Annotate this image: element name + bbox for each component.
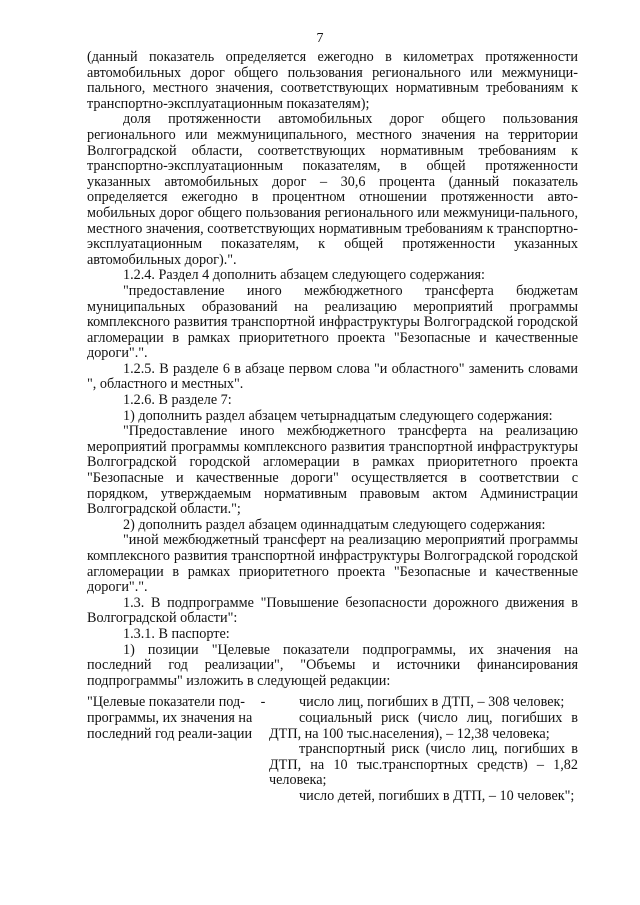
paragraph-item-2: 2) дополнить раздел абзацем одиннадцатым следующего содержания:	[123, 516, 546, 533]
paragraph-item-1: 1) дополнить раздел абзацем четырнадцатым следующего содержания:	[123, 407, 553, 424]
table-left-cell: "Целевые показатели под-программы, их значения на последний год реали-зации	[87, 694, 253, 742]
paragraph-1-2-5: 1.2.5. В разделе 6 в абзаце первом слова "и областного" заменить словами ", областного и местных".	[87, 360, 578, 393]
paragraph-positions: 1) позиции "Целевые показатели подпрограммы, их значения на последний год реализации", "Объемы и источники финансирования подпрограммы" изложить в следующей редакции:	[87, 641, 578, 689]
indicator-deaths: число лиц, погибших в ДТП, – 308 человек;	[299, 694, 565, 711]
paragraph-1-2-4: 1.2.4. Раздел 4 дополнить абзацем следующего содержания:	[123, 267, 485, 284]
page-number: 7	[316, 31, 324, 46]
paragraph-quote-transfer: "предоставление иного межбюджетного трансферта бюджетам муниципальных образований на реализацию мероприятий программы комплексного развития транспортной инфраструктуры Волгоградской городской агломерации в рамках приоритетного проекта "Безопасные и качественные дороги".".	[87, 282, 578, 362]
passport-table	[87, 695, 578, 805]
paragraph-road-share: доля протяженности автомобильных дорог общего пользования регионального или межмуниципального, местного значения на территории Волгоградской области, соответствующих нормативным требованиям к транспортно-эксплуатационным показателям, в общей протяженности указанных автомобильных дорог – 30,6 процента (данный показатель определяется ежегодно в процентном отношении протяженности авто-мобильных дорог общего пользования регионального или межмуници-пального, местного значения, соответствующих нормативным требованиям к транспортно-эксплуатационным показателям, к общей протяженности указанных автомобильных дорог).".	[87, 111, 578, 268]
paragraph-indicator-note: (данный показатель определяется ежегодно в километрах протяженности автомобильных дорог общего пользования регионального или межмуници-пального, местного значения, соответствующих нормативным требованиям к транспортно-эксплуатационным показателям);	[87, 49, 578, 112]
table-right-cell	[269, 695, 578, 804]
paragraph-quote-other-transfer: "иной межбюджетный трансферт на реализацию мероприятий программы комплексного развития транспортной инфраструктуры Волгоградской городской агломерации в рамках приоритетного проекта "Безопасные и качественные дороги".".	[87, 532, 578, 596]
table-dash: -	[260, 694, 266, 711]
indicator-social-risk: социальный риск (число лиц, погибших в ДТП, на 100 тыс.населения), – 12,38 человека;	[269, 709, 578, 742]
paragraph-1-3-1: 1.3.1. В паспорте:	[123, 625, 230, 642]
indicator-transport-risk: транспортный риск (число лиц, погибших в ДТП, на 10 тыс.транспортных средств) – 1,82 человека;	[269, 741, 578, 789]
document-body	[87, 50, 578, 805]
paragraph-1-3: 1.3. В подпрограмме "Повышение безопасности дорожного движения в Волгоградской области":	[87, 594, 578, 627]
indicator-child-deaths: число детей, погибших в ДТП, – 10 человек";	[299, 787, 575, 804]
paragraph-1-2-6: 1.2.6. В разделе 7:	[123, 392, 232, 409]
paragraph-quote-provision: "Предоставление иного межбюджетного трансферта на реализацию мероприятий программы комплексного развития транспортной инфраструктуры Волгоградской городской агломерации в рамках приоритетного проекта "Безопасные и качественные дороги" осуществляется в соответствии с порядком, утверждаемым нормативным правовым актом Администрации Волгоградской области.";	[87, 423, 578, 518]
